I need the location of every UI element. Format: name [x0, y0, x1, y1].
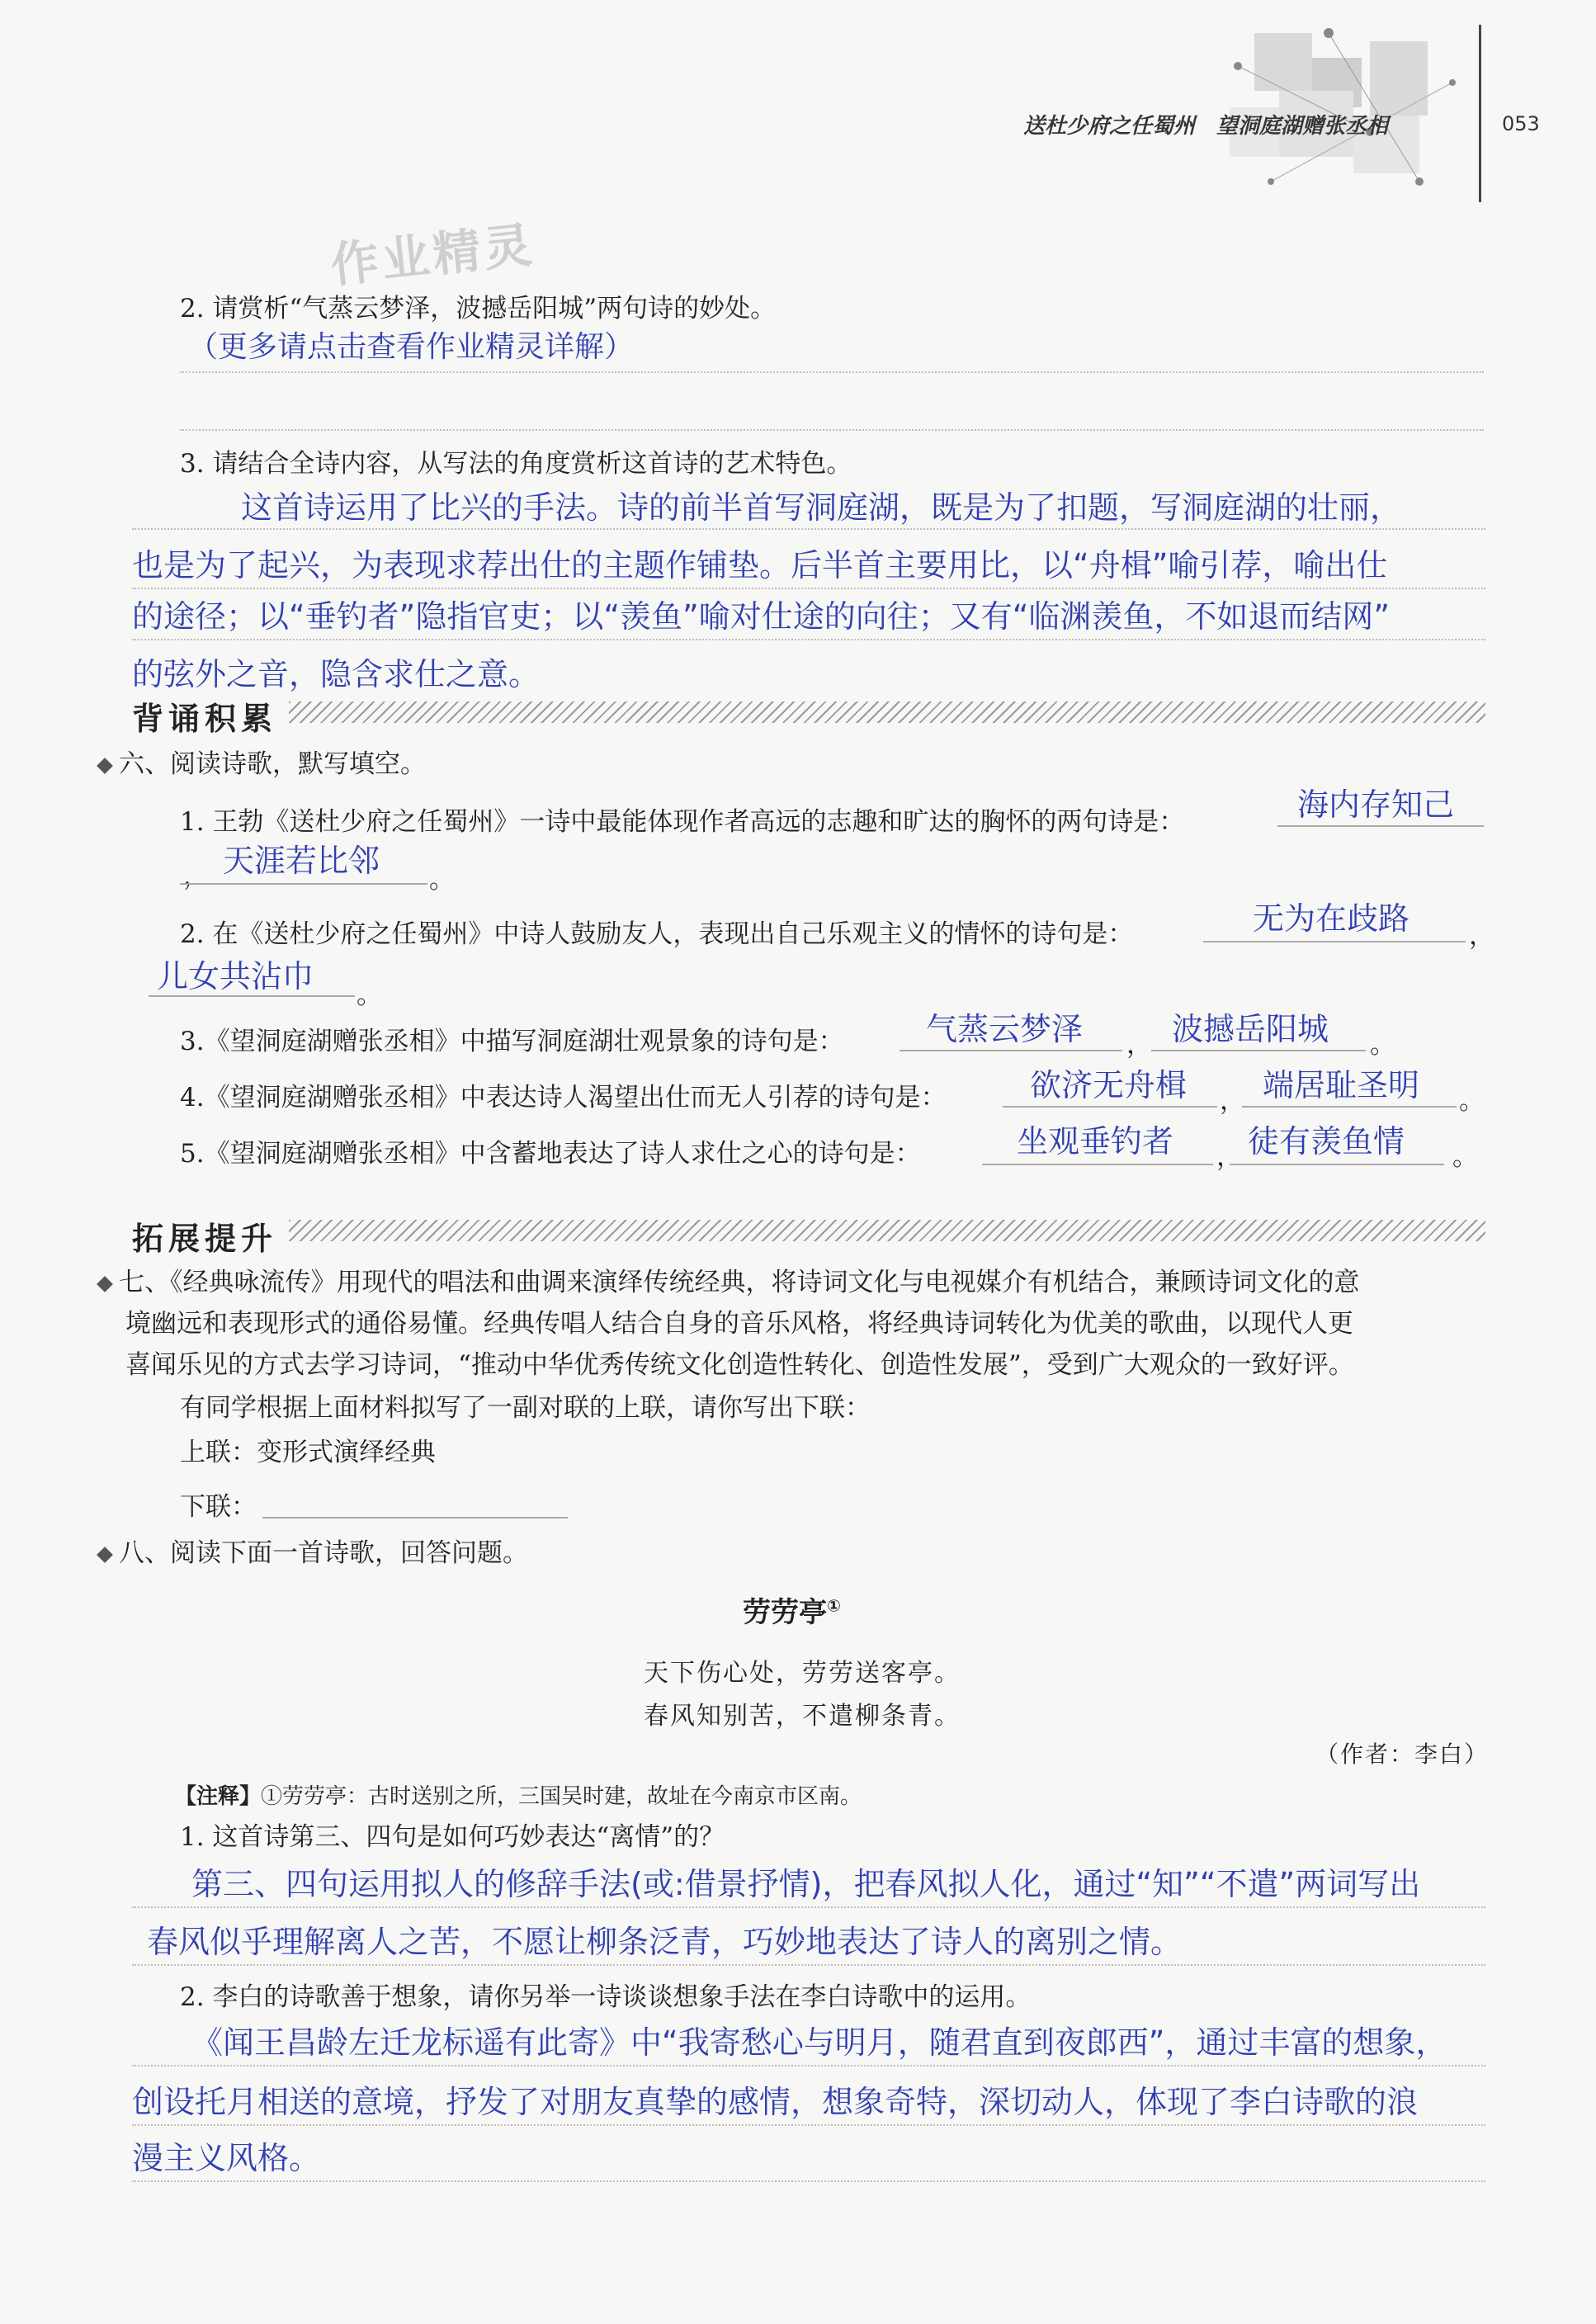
answer-line [132, 528, 1485, 530]
section-heading-extend: 拓展提升 [132, 1221, 278, 1257]
q6-item-5-blank-1[interactable] [982, 1164, 1213, 1165]
q6-item-2-sep: ， [1469, 921, 1494, 951]
header-title: 送杜少府之任蜀州 望洞庭湖赠张丞相 [1023, 114, 1389, 139]
q6-item-5-blank-2[interactable] [1230, 1164, 1444, 1165]
q6-item-5-sep: ， [1216, 1142, 1242, 1172]
q8-title-text: 八、阅读下面一首诗歌，回答问题。 [119, 1538, 528, 1568]
poem-title [743, 1589, 841, 1630]
q6-item-4-end: 。 [1459, 1086, 1485, 1116]
q6-item-1-sep: ， [183, 862, 209, 891]
couplet-upper: 上联：变形式演绎经典 [180, 1438, 436, 1467]
q6-item-4-blank-2[interactable] [1242, 1106, 1457, 1108]
q7-line-1-text: 七、《经典咏流传》用现代的唱法和曲调来演绎传统经典，将诗词文化与电视媒介有机结合，兼顾诗词文化的意 [119, 1268, 1360, 1297]
answer-line [132, 1906, 1485, 1908]
answer-line [132, 1964, 1485, 1966]
couplet-lower-label: 下联： [180, 1492, 257, 1522]
q3-answer-line-4: 的弦外之音，隐含求仕之意。 [132, 656, 541, 692]
poem-note-text: ①劳劳亭：古时送别之所，三国吴时建，故址在今南京市区南。 [261, 1784, 862, 1809]
q3-answer-line-3: 的途径；以“垂钓者”隐指官吏；以“羡鱼”喻对仕途的向往；又有“临渊羡鱼，不如退而结网” [132, 598, 1391, 635]
header-divider [1479, 25, 1481, 202]
q3-question: 3. 请结合全诗内容，从写法的角度赏析这首诗的艺术特色。 [180, 449, 852, 479]
q6-item-5-end: 。 [1452, 1142, 1478, 1172]
section-hatch-bar [289, 1220, 1485, 1241]
q6-item-4-answer-1: 欲济无舟楫 [1030, 1067, 1188, 1103]
q8-sub2-answer-line-1: 《闻王昌龄左迁龙标遥有此寄》中“我寄愁心与明月，随君直到夜郎西”，通过丰富的想象， [191, 2024, 1447, 2061]
q2-question: 2. 请赏析“气蒸云梦泽，波撼岳阳城”两句诗的妙处。 [180, 294, 777, 324]
q2-more-link[interactable]: （更多请点击查看作业精灵详解） [188, 330, 635, 364]
q7-line-1 [99, 1261, 1360, 1298]
q7-line-2: 境幽远和表现形式的通俗易懂。经典传唱人结合自身的音乐风格，将经典诗词转化为优美的歌曲，以现代人更 [125, 1309, 1353, 1339]
q6-item-3-end: 。 [1370, 1030, 1395, 1060]
q6-item-2-end: 。 [357, 980, 382, 1010]
q8-sub2-answer-line-2: 创设托月相送的意境，抒发了对朋友真挚的感情，想象奇特，深切动人，体现了李白诗歌的浪 [132, 2084, 1419, 2120]
q6-item-2-text: 2. 在《送杜少府之任蜀州》中诗人鼓励友人，表现出自己乐观主义的情怀的诗句是： [180, 919, 1134, 949]
q6-title-text: 六、阅读诗歌，默写填空。 [119, 749, 426, 779]
q6-item-4-text: 4.《望洞庭湖赠张丞相》中表达诗人渴望出仕而无人引荐的诗句是： [180, 1083, 947, 1112]
q6-item-4-blank-1[interactable] [1003, 1106, 1217, 1108]
q6-item-1-text: 1. 王勃《送杜少府之任蜀州》一诗中最能体现作者高远的志趣和旷达的胸怀的两句诗是： [180, 807, 1185, 837]
couplet-lower-blank[interactable] [262, 1517, 568, 1519]
answer-line [132, 588, 1485, 589]
section-heading-recite: 背诵积累 [132, 701, 278, 737]
answer-line [132, 2180, 1485, 2182]
q6-title [99, 743, 426, 780]
q6-item-3-answer-1: 气蒸云梦泽 [926, 1011, 1084, 1047]
q6-item-3-sep: ， [1126, 1030, 1152, 1060]
q6-item-1-blank-2[interactable] [180, 883, 427, 885]
answer-line [132, 2065, 1485, 2067]
q6-item-1-blank-1[interactable] [1277, 825, 1484, 827]
q6-item-4-answer-2: 端居耻圣明 [1263, 1067, 1420, 1103]
diamond-bullet-icon [97, 1547, 113, 1563]
q6-item-5-answer-2: 徒有羡鱼情 [1248, 1123, 1405, 1160]
poem-author: （作者：李白） [1315, 1741, 1490, 1768]
q6-item-4-sep: ， [1220, 1086, 1245, 1116]
q6-item-3-blank-2[interactable] [1151, 1050, 1366, 1051]
poem-title-text: 劳劳亭 [743, 1596, 827, 1629]
diamond-bullet-icon [97, 1276, 113, 1292]
q6-item-2-answer-1: 无为在歧路 [1253, 900, 1410, 937]
q3-answer-line-1: 这首诗运用了比兴的手法。诗的前半首写洞庭湖，既是为了扣题，写洞庭湖的壮丽， [241, 489, 1402, 526]
q7-line-3: 喜闻乐见的方式去学习诗词，“推动中华优秀传统文化创造性转化、创造性发展”，受到广大观众的一致好评。 [125, 1350, 1354, 1380]
poem-note [175, 1779, 862, 1810]
q7-line-4: 有同学根据上面材料拟写了一副对联的上联，请你写出下联： [180, 1393, 871, 1423]
watermark: 作业精灵 [328, 216, 538, 294]
page-number: 053 [1502, 112, 1540, 135]
poem-note-label: 【注释】 [175, 1784, 262, 1809]
q6-item-3-blank-1[interactable] [900, 1050, 1122, 1051]
answer-line [132, 639, 1485, 640]
q6-item-1-end: 。 [429, 865, 455, 895]
q8-title [99, 1532, 528, 1569]
q6-item-2-blank-2[interactable] [149, 995, 355, 997]
poem-title-footnote-mark: ① [827, 1595, 841, 1616]
q6-item-1-answer-1: 海内存知己 [1297, 786, 1455, 823]
q6-item-2-blank-1[interactable] [1203, 941, 1466, 942]
answer-line [132, 2124, 1485, 2126]
q8-sub2-question: 2. 李白的诗歌善于想象，请你另举一诗谈谈想象手法在李白诗歌中的运用。 [180, 1982, 1032, 2012]
q8-sub1-answer-line-1: 第三、四句运用拟人的修辞手法(或:借景抒情)，把春风拟人化，通过“知”“不遣”两词写出 [191, 1866, 1421, 1902]
q8-sub1-question: 1. 这首诗第三、四句是如何巧妙表达“离情”的？ [180, 1822, 725, 1852]
section-hatch-bar [289, 701, 1485, 723]
q3-answer-line-2: 也是为了起兴，为表现求荐出仕的主题作铺垫。后半首主要用比，以“舟楫”喻引荐，喻出仕 [132, 547, 1388, 583]
q6-item-3-answer-2: 波撼岳阳城 [1172, 1011, 1329, 1047]
q6-item-3-text: 3.《望洞庭湖赠张丞相》中描写洞庭湖壮观景象的诗句是： [180, 1027, 844, 1056]
q6-item-2-answer-2: 儿女共沾巾 [157, 958, 314, 994]
poem-line-2: 春风知别苦，不遣柳条青。 [644, 1702, 961, 1731]
diamond-bullet-icon [97, 758, 113, 774]
q8-sub2-answer-line-3: 漫主义风格。 [132, 2140, 321, 2176]
answer-line [180, 371, 1484, 373]
q6-item-5-answer-1: 坐观垂钓者 [1017, 1123, 1174, 1160]
q8-sub1-answer-line-2: 春风似乎理解离人之苦，不愿让柳条泛青，巧妙地表达了诗人的离别之情。 [147, 1924, 1183, 1960]
poem-line-1: 天下伤心处，劳劳送客亭。 [644, 1659, 961, 1688]
q6-item-1-answer-2: 天涯若比邻 [223, 843, 380, 879]
answer-line [180, 429, 1484, 431]
q6-item-5-text: 5.《望洞庭湖赠张丞相》中含蓄地表达了诗人求仕之心的诗句是： [180, 1139, 921, 1169]
